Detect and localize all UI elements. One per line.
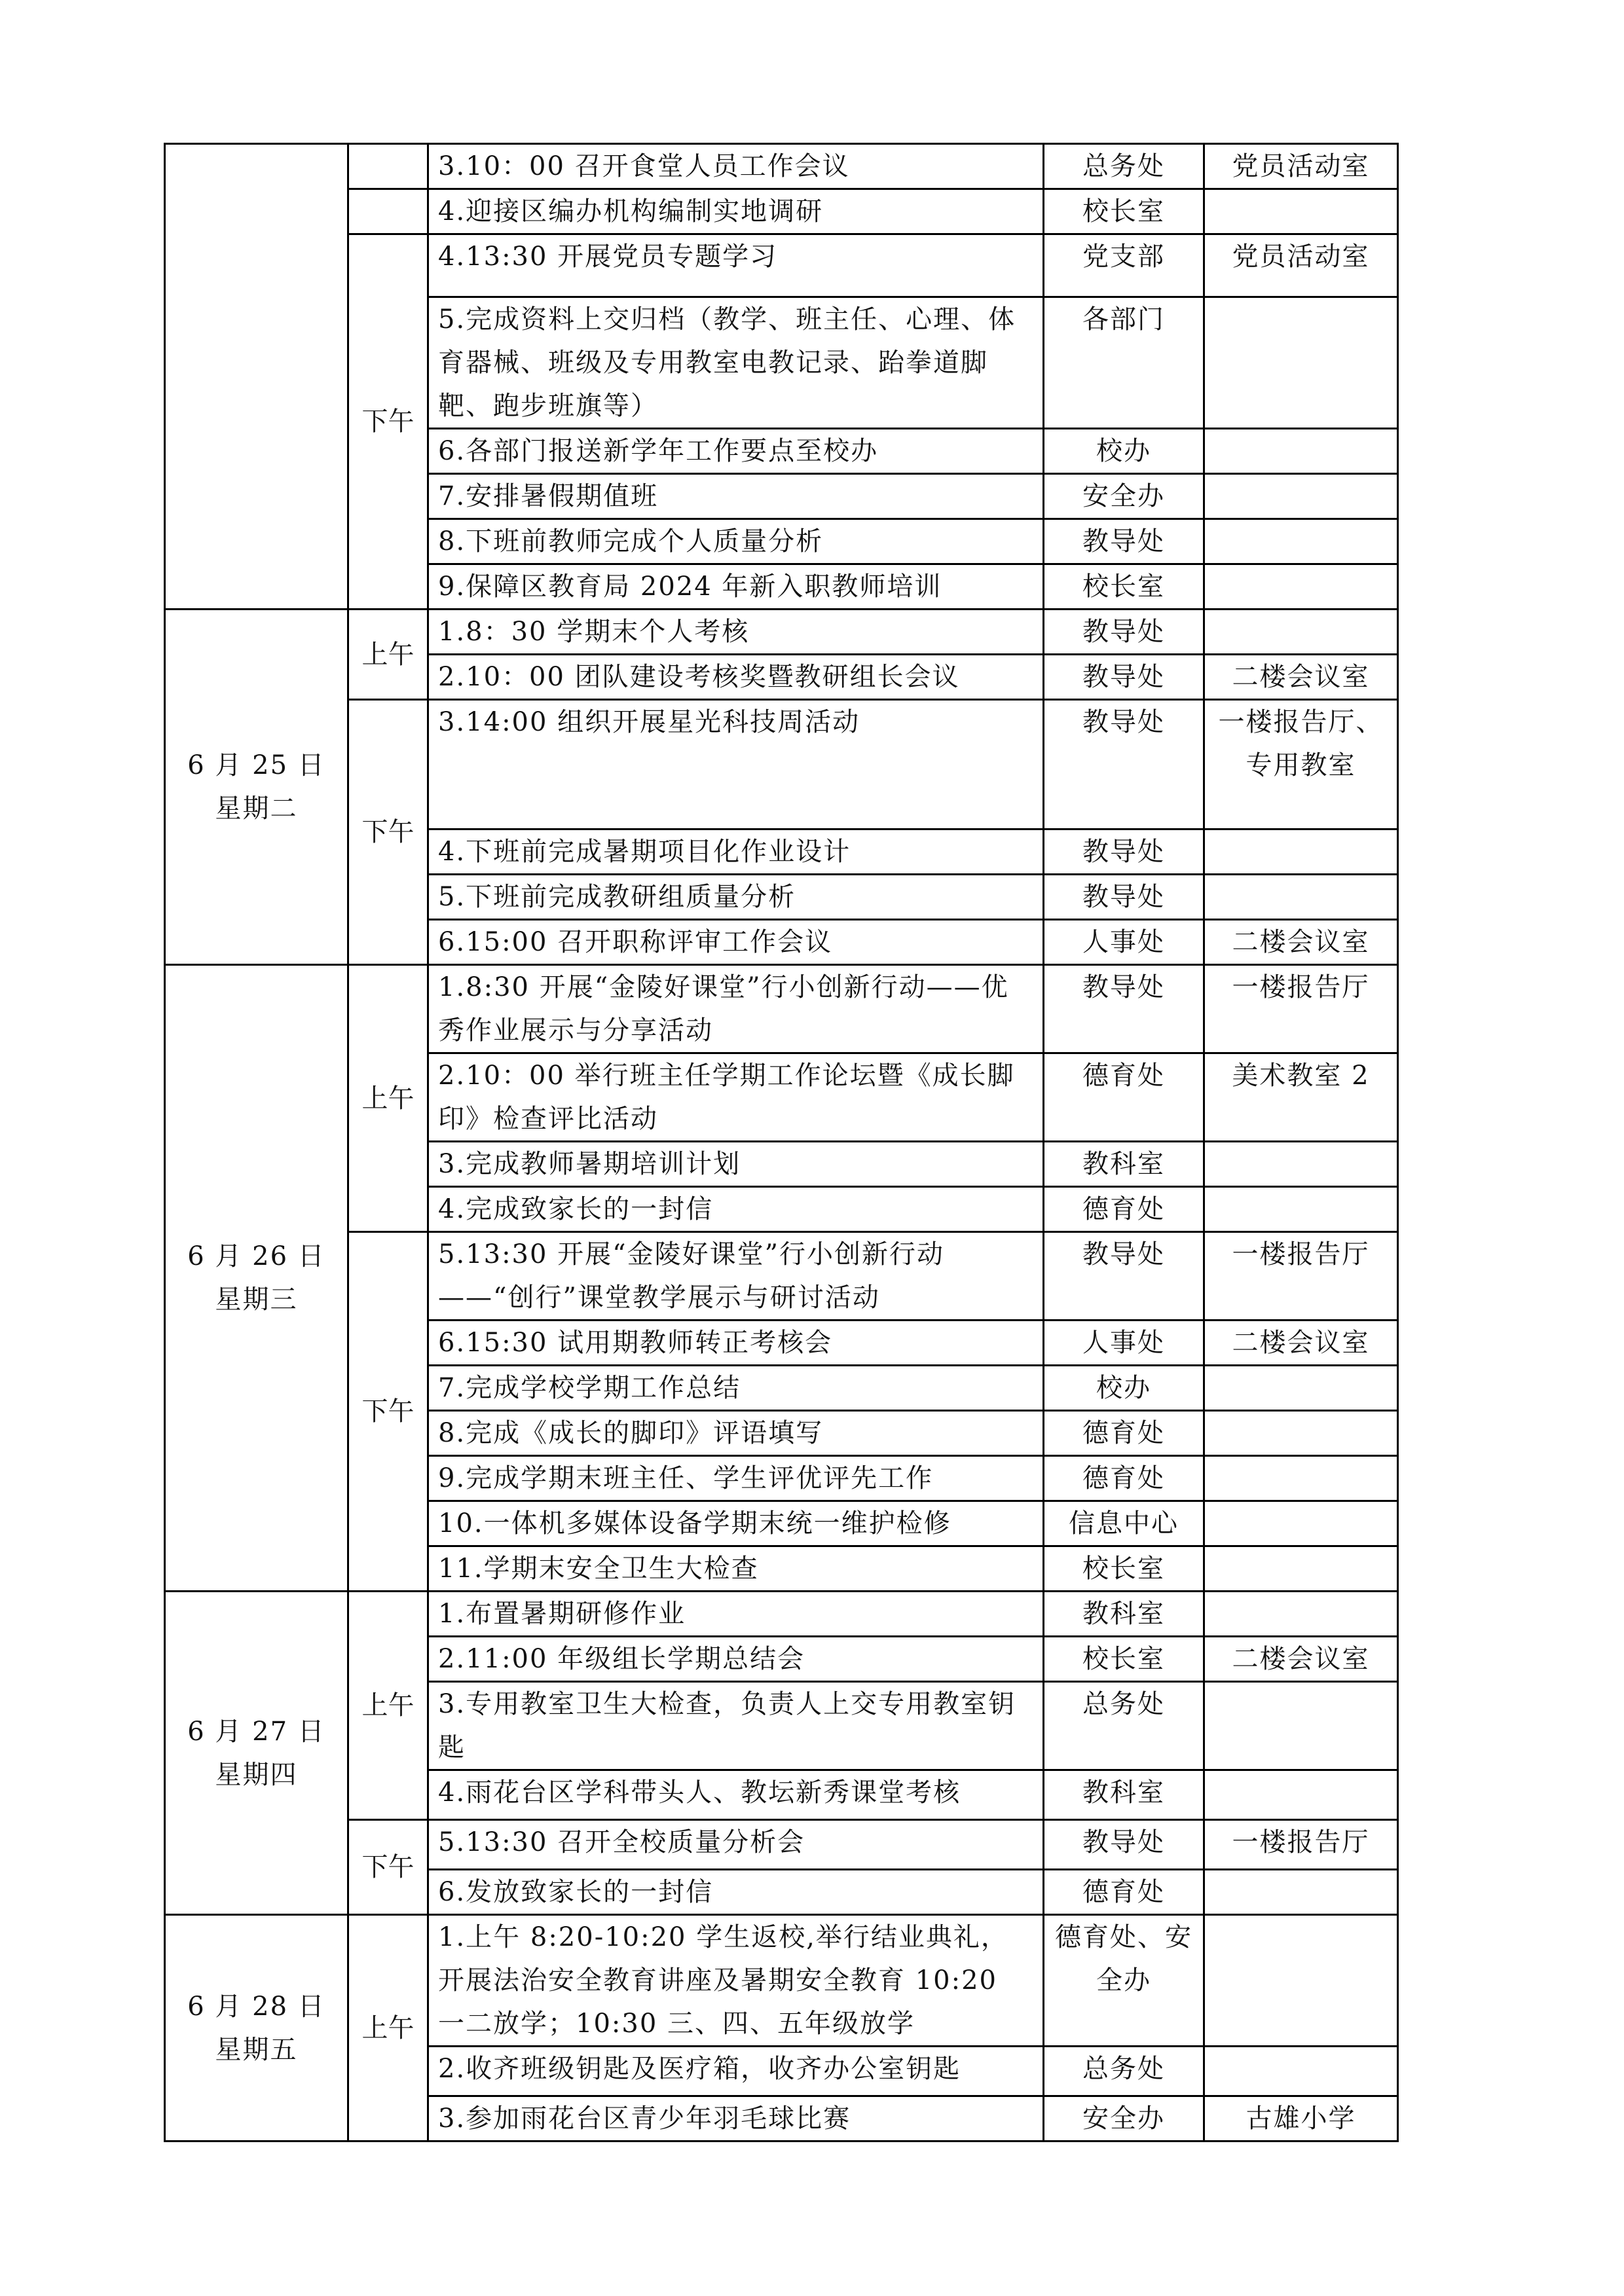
date-cell xyxy=(165,144,348,610)
dept-cell: 人事处 xyxy=(1044,1321,1204,1366)
date-cell: 6 月 25 日 星期二 xyxy=(165,610,348,965)
task-cell: 10.一体机多媒体设备学期末统一维护检修 xyxy=(428,1501,1044,1546)
dept-cell: 教导处 xyxy=(1044,829,1204,875)
location-cell: 一楼报告厅 xyxy=(1204,1820,1398,1870)
task-cell: 6.15:00 召开职称评审工作会议 xyxy=(428,920,1044,965)
dept-cell: 总务处 xyxy=(1044,144,1204,189)
dept-cell: 人事处 xyxy=(1044,920,1204,965)
dept-cell: 教科室 xyxy=(1044,1592,1204,1637)
dept-cell: 校办 xyxy=(1044,429,1204,474)
dept-cell: 校长室 xyxy=(1044,1546,1204,1592)
dept-cell: 教导处 xyxy=(1044,1232,1204,1321)
location-cell: 美术教室 2 xyxy=(1204,1053,1398,1142)
task-cell: 5.下班前完成教研组质量分析 xyxy=(428,875,1044,920)
table-row xyxy=(165,1592,1398,1637)
dept-cell: 信息中心 xyxy=(1044,1501,1204,1546)
location-cell: 古雄小学 xyxy=(1204,2096,1398,2141)
dept-cell: 教导处 xyxy=(1044,610,1204,655)
location-cell xyxy=(1204,564,1398,610)
location-cell xyxy=(1204,1682,1398,1770)
location-cell xyxy=(1204,1456,1398,1501)
table-row xyxy=(165,700,1398,829)
task-cell: 1.上午 8:20-10:20 学生返校,举行结业典礼，开展法治安全教育讲座及暑期安全教育 10:20 一二放学；10:30 三、四、五年级放学 xyxy=(428,1915,1044,2047)
dept-cell: 德育处 xyxy=(1044,1411,1204,1456)
location-cell xyxy=(1204,2047,1398,2096)
task-cell: 7.安排暑假期值班 xyxy=(428,474,1044,519)
location-cell xyxy=(1204,297,1398,429)
dept-cell: 教导处 xyxy=(1044,875,1204,920)
dept-cell: 各部门 xyxy=(1044,297,1204,429)
period-cell: 上午 xyxy=(348,610,428,700)
task-cell: 1.8：30 学期末个人考核 xyxy=(428,610,1044,655)
table-row xyxy=(165,1232,1398,1321)
location-cell: 党员活动室 xyxy=(1204,144,1398,189)
table-row xyxy=(165,189,1398,234)
location-cell xyxy=(1204,1366,1398,1411)
period-cell: 下午 xyxy=(348,1820,428,1915)
task-cell: 1.布置暑期研修作业 xyxy=(428,1592,1044,1637)
task-cell: 4.迎接区编办机构编制实地调研 xyxy=(428,189,1044,234)
task-cell: 3.10：00 召开食堂人员工作会议 xyxy=(428,144,1044,189)
location-cell xyxy=(1204,1546,1398,1592)
table-row xyxy=(165,1820,1398,1870)
task-cell: 8.下班前教师完成个人质量分析 xyxy=(428,519,1044,564)
dept-cell: 德育处 xyxy=(1044,1187,1204,1232)
date-cell: 6 月 27 日 星期四 xyxy=(165,1592,348,1915)
location-cell xyxy=(1204,1187,1398,1232)
location-cell xyxy=(1204,474,1398,519)
location-cell xyxy=(1204,519,1398,564)
task-cell: 8.完成《成长的脚印》评语填写 xyxy=(428,1411,1044,1456)
dept-cell: 校长室 xyxy=(1044,564,1204,610)
task-cell: 6.15:30 试用期教师转正考核会 xyxy=(428,1321,1044,1366)
period-cell: 下午 xyxy=(348,234,428,610)
location-cell xyxy=(1204,1915,1398,2047)
location-cell xyxy=(1204,189,1398,234)
task-cell: 3.专用教室卫生大检查，负责人上交专用教室钥匙 xyxy=(428,1682,1044,1770)
period-cell: 下午 xyxy=(348,1232,428,1592)
task-cell: 7.完成学校学期工作总结 xyxy=(428,1366,1044,1411)
location-cell xyxy=(1204,1592,1398,1637)
task-cell: 2.10：00 团队建设考核奖暨教研组长会议 xyxy=(428,655,1044,700)
task-cell: 5.13:30 召开全校质量分析会 xyxy=(428,1820,1044,1870)
period-cell xyxy=(348,189,428,234)
location-cell: 一楼报告厅 xyxy=(1204,1232,1398,1321)
task-cell: 2.10：00 举行班主任学期工作论坛暨《成长脚印》检查评比活动 xyxy=(428,1053,1044,1142)
task-cell: 3.14:00 组织开展星光科技周活动 xyxy=(428,700,1044,829)
location-cell: 一楼报告厅、专用教室 xyxy=(1204,700,1398,829)
location-cell: 一楼报告厅 xyxy=(1204,965,1398,1053)
dept-cell: 德育处 xyxy=(1044,1870,1204,1915)
dept-cell: 教导处 xyxy=(1044,1820,1204,1870)
period-cell: 上午 xyxy=(348,1592,428,1820)
period-cell: 上午 xyxy=(348,1915,428,2141)
dept-cell: 教科室 xyxy=(1044,1770,1204,1820)
task-cell: 4.完成致家长的一封信 xyxy=(428,1187,1044,1232)
dept-cell: 安全办 xyxy=(1044,474,1204,519)
location-cell xyxy=(1204,1142,1398,1187)
period-cell xyxy=(348,144,428,189)
schedule-table xyxy=(164,143,1399,2142)
task-cell: 3.参加雨花台区青少年羽毛球比赛 xyxy=(428,2096,1044,2141)
location-cell xyxy=(1204,610,1398,655)
period-cell: 下午 xyxy=(348,700,428,965)
dept-cell: 德育处、安全办 xyxy=(1044,1915,1204,2047)
date-cell: 6 月 26 日 星期三 xyxy=(165,965,348,1592)
dept-cell: 德育处 xyxy=(1044,1456,1204,1501)
date-cell: 6 月 28 日 星期五 xyxy=(165,1915,348,2141)
location-cell xyxy=(1204,1770,1398,1820)
task-cell: 3.完成教师暑期培训计划 xyxy=(428,1142,1044,1187)
task-cell: 6.发放致家长的一封信 xyxy=(428,1870,1044,1915)
dept-cell: 教导处 xyxy=(1044,700,1204,829)
task-cell: 5.13:30 开展“金陵好课堂”行小创新行动——“创行”课堂教学展示与研讨活动 xyxy=(428,1232,1044,1321)
dept-cell: 安全办 xyxy=(1044,2096,1204,2141)
location-cell: 二楼会议室 xyxy=(1204,920,1398,965)
period-cell: 上午 xyxy=(348,965,428,1232)
task-cell: 11.学期末安全卫生大检查 xyxy=(428,1546,1044,1592)
dept-cell: 教导处 xyxy=(1044,655,1204,700)
location-cell xyxy=(1204,1411,1398,1456)
task-cell: 9.完成学期末班主任、学生评优评先工作 xyxy=(428,1456,1044,1501)
location-cell xyxy=(1204,429,1398,474)
table-row xyxy=(165,144,1398,189)
location-cell: 二楼会议室 xyxy=(1204,1637,1398,1682)
task-cell: 2.收齐班级钥匙及医疗箱，收齐办公室钥匙 xyxy=(428,2047,1044,2096)
table-row xyxy=(165,610,1398,655)
task-cell: 6.各部门报送新学年工作要点至校办 xyxy=(428,429,1044,474)
location-cell xyxy=(1204,1870,1398,1915)
dept-cell: 德育处 xyxy=(1044,1053,1204,1142)
table-row xyxy=(165,1915,1398,2047)
location-cell xyxy=(1204,829,1398,875)
dept-cell: 教导处 xyxy=(1044,965,1204,1053)
dept-cell: 教科室 xyxy=(1044,1142,1204,1187)
dept-cell: 党支部 xyxy=(1044,234,1204,297)
table-row xyxy=(165,234,1398,297)
task-cell: 9.保障区教育局 2024 年新入职教师培训 xyxy=(428,564,1044,610)
location-cell: 二楼会议室 xyxy=(1204,1321,1398,1366)
dept-cell: 总务处 xyxy=(1044,1682,1204,1770)
table-row xyxy=(165,965,1398,1053)
location-cell: 党员活动室 xyxy=(1204,234,1398,297)
location-cell: 二楼会议室 xyxy=(1204,655,1398,700)
task-cell: 4.雨花台区学科带头人、教坛新秀课堂考核 xyxy=(428,1770,1044,1820)
dept-cell: 校长室 xyxy=(1044,1637,1204,1682)
task-cell: 4.13:30 开展党员专题学习 xyxy=(428,234,1044,297)
location-cell xyxy=(1204,1501,1398,1546)
dept-cell: 教导处 xyxy=(1044,519,1204,564)
task-cell: 2.11:00 年级组长学期总结会 xyxy=(428,1637,1044,1682)
dept-cell: 校长室 xyxy=(1044,189,1204,234)
task-cell: 4.下班前完成暑期项目化作业设计 xyxy=(428,829,1044,875)
dept-cell: 校办 xyxy=(1044,1366,1204,1411)
task-cell: 1.8:30 开展“金陵好课堂”行小创新行动——优秀作业展示与分享活动 xyxy=(428,965,1044,1053)
dept-cell: 总务处 xyxy=(1044,2047,1204,2096)
task-cell: 5.完成资料上交归档（教学、班主任、心理、体育器械、班级及专用教室电教记录、跆拳道脚靶、跑步班旗等） xyxy=(428,297,1044,429)
location-cell xyxy=(1204,875,1398,920)
